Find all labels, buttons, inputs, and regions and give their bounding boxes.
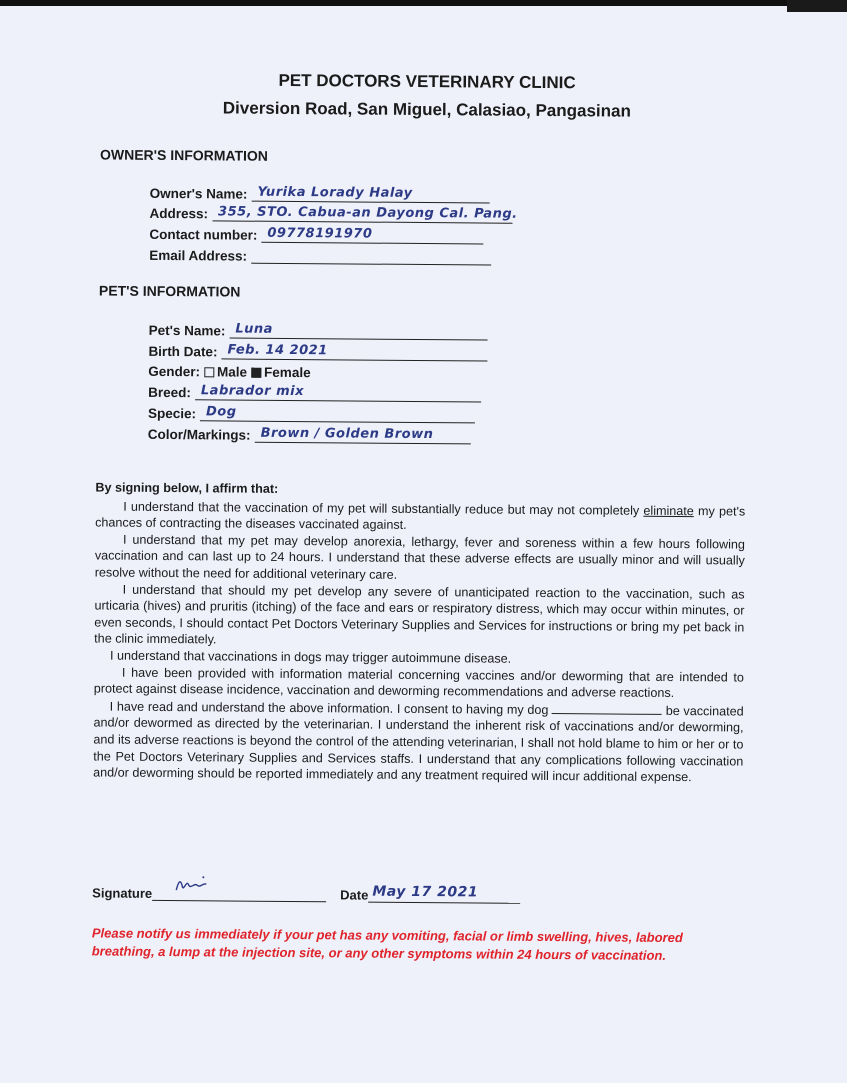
owner-address-row (149, 204, 518, 224)
pet-birth-field[interactable] (221, 342, 487, 361)
pet-breed-row (148, 383, 481, 403)
pet-name-field[interactable] (229, 321, 487, 340)
affirmation-p2: I understand that my pet may develop anorexia, lethargy, fever and soreness within a few hours following vaccination and can last up to 24 hours. I understand that these adverse effects are usually minor and will usually resolve without the need for additional veterinary care. (94, 532, 746, 582)
affirmation-p6-text: I have read and understand the above information. I consent to having my dog (109, 699, 553, 717)
date-label: Date (340, 887, 369, 903)
dog-name-blank[interactable] (552, 701, 662, 715)
owner-contact-field[interactable] (261, 226, 483, 245)
clinic-name: PET DOCTORS VETERINARY CLINIC (278, 70, 576, 93)
affirmation-p5: I have been provided with information material concerning vaccines and/or deworming that are intended to protect against disease incidence, vaccination and deworming recommendations and adverse reactions. (93, 665, 744, 701)
gender-male-checkbox[interactable] (204, 367, 214, 377)
pet-gender-label: Gender: (148, 363, 201, 380)
owner-name-value: Yurika Lorady Halay (257, 184, 413, 201)
affirmation-block (93, 479, 745, 786)
signature-label: Signature (92, 885, 153, 901)
pet-breed-value: Labrador mix (200, 383, 305, 400)
owner-name-label: Owner's Name: (149, 185, 248, 202)
pet-color-field[interactable] (255, 426, 471, 445)
pet-breed-label: Breed: (148, 384, 191, 401)
affirmation-p1-text-end: my pet's chances of contracting the diseases vaccinated against. (95, 503, 746, 533)
owner-contact-label: Contact number: (149, 226, 258, 243)
gender-male-label: Male (217, 364, 248, 380)
owner-address-field[interactable] (212, 204, 518, 223)
affirmation-p1 (95, 498, 745, 536)
pet-color-row (148, 425, 471, 445)
pet-birth-row (148, 342, 487, 362)
gender-female-label: Female (264, 364, 311, 381)
affirmation-lead: By signing below, I affirm that: (95, 480, 279, 496)
pet-gender-row (148, 364, 310, 380)
signature-field[interactable] (152, 878, 326, 902)
affirmation-p1-underlined: eliminate (643, 503, 694, 518)
owner-email-row (149, 246, 491, 266)
gender-female-checkbox[interactable] (251, 367, 261, 377)
pet-section-title: PET'S INFORMATION (98, 282, 241, 300)
owner-contact-row (149, 225, 483, 245)
pet-color-value: Brown / Golden Brown (260, 425, 434, 443)
affirmation-p4: I understand that vaccinations in dogs may trigger autoimmune disease. (110, 648, 512, 666)
clinic-address: Diversion Road, San Miguel, Calasiao, Pangasinan (222, 98, 631, 121)
pet-birth-label: Birth Date: (148, 343, 218, 360)
owner-address-value: 355, STO. Cabua-an Dayong Cal. Pang. (218, 204, 518, 222)
owner-address-label: Address: (149, 205, 209, 222)
owner-name-field[interactable] (251, 185, 489, 204)
pet-breed-field[interactable] (195, 383, 481, 402)
owner-email-field[interactable] (251, 247, 491, 266)
pet-name-row (149, 321, 488, 341)
pet-specie-field[interactable] (200, 404, 475, 423)
pet-name-label: Pet's Name: (148, 322, 226, 339)
pet-name-value: Luna (235, 321, 274, 337)
owner-section-title: OWNER'S INFORMATION (99, 146, 269, 164)
affirmation-p6-text-end: be vaccinated and/or dewormed as directed by the veterinarian. I understand the inherent risk of vaccinations and/or deworming, and its adverse reactions is beyond the control of the attending veterinarian, I shall not hold blame to him or her or to the Pet Doctors Veterinary Supplies and Services staffs. I understand that any complications following vaccination and/or deworming should be reported immediately and any treatment required will incur additional expense. (93, 703, 744, 785)
pet-color-label: Color/Markings: (147, 426, 251, 443)
affirmation-p6 (93, 697, 744, 786)
affirmation-p3: I understand that should my pet develop any severe of unanticipated reaction to the vaccination, such as urticaria (hives) and pruritis (itching) of the face and ears or respiratory distress, which may occur within minutes, or even seconds, I should contact Pet Doctors Veterinary Supplies and Services for instructions or bring my pet back in the clinic immediately. (94, 582, 745, 647)
handwritten-signature (170, 872, 230, 898)
pet-specie-label: Specie: (147, 405, 197, 422)
date-field[interactable] (368, 880, 520, 904)
pet-birth-value: Feb. 14 2021 (227, 342, 328, 359)
pet-specie-row (148, 404, 475, 424)
owner-contact-value: 09778191970 (267, 225, 373, 242)
vaccination-notice: Please notify us immediately if your pet has any vomiting, facial or limb swelling, hives, labored breathing, a lump at the injection site, or any other symptoms within 24 hours of vaccination. (91, 925, 683, 963)
pet-specie-value: Dog (205, 404, 237, 420)
owner-email-label: Email Address: (149, 247, 248, 264)
affirmation-p1-text: I understand that the vaccination of my pet will substantially reduce but may not completely (123, 499, 644, 518)
signature-row (92, 877, 520, 903)
owner-name-row (150, 184, 490, 204)
date-value: May 17 2021 (372, 883, 479, 901)
